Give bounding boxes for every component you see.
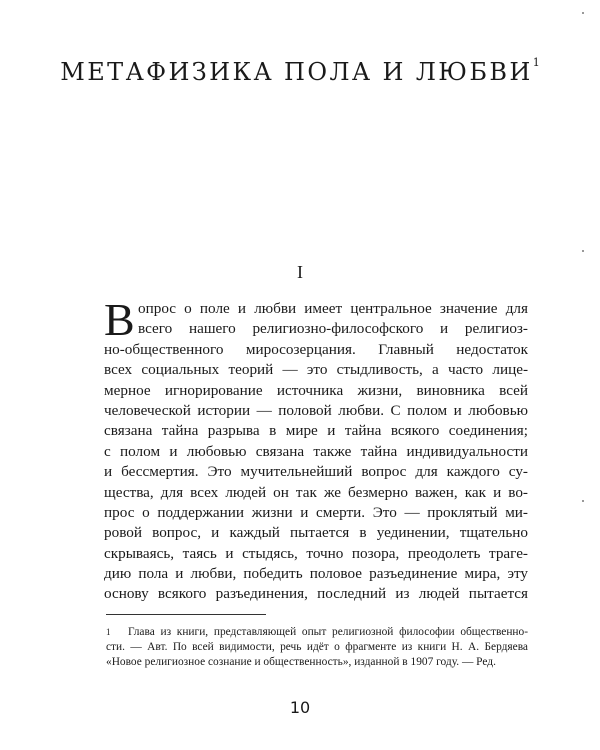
chapter-title-text: МЕТАФИЗИКА ПОЛА И ЛЮБВИ (60, 58, 533, 86)
body-line: и бессмертия. Это мучительнейший вопрос для каждого су- (104, 463, 528, 481)
body-line: ровой вопрос, и каждый пытается в уединении, тщательно (104, 524, 528, 542)
body-line: скрываясь, таясь и стыдясь, точно позора, преодолеть траге- (104, 544, 528, 562)
body-line: прос о поддержании жизни и смерти. Это — проклятый ми- (104, 503, 528, 521)
page-number: 10 (289, 698, 311, 717)
body-line: всего нашего религиозно-философского и религиоз- (138, 320, 528, 338)
margin-speck (582, 250, 584, 252)
margin-speck (582, 12, 584, 14)
section-number: I (297, 262, 303, 282)
body-line: человеческой истории — половой любви. С полом и любовью (104, 401, 528, 419)
body-line: основу всякого разъединения, последний из людей пытается (104, 585, 528, 603)
title-footnote-mark: 1 (532, 56, 540, 69)
body-line: связана тайна разрыва в мире и тайна всякого соединения; (104, 422, 528, 440)
margin-speck (582, 500, 584, 502)
body-line: мерное игнорирование источника жизни, виновника всей (104, 381, 528, 399)
body-line: дию пола и любви, победить половое разъединение мира, эту (104, 565, 528, 583)
footnote-mark: 1 (106, 627, 111, 637)
body-line: опрос о поле и любви имеет центральное значение для (138, 300, 528, 317)
body-line: с полом и любовью связана также тайна индивидуальности (104, 442, 528, 460)
footnote-line: «Новое религиозное сознание и общественность», изданной в 1907 году. — Ред. (106, 656, 496, 668)
body-line: всех социальных теорий — это стыдливость, а часто лице- (104, 361, 528, 379)
chapter-title (0, 58, 600, 86)
footnote-line: сти. — Авт. По всей видимости, речь идёт о фрагменте из книги Н. А. Бердяева (106, 641, 528, 653)
footnote-divider (106, 614, 266, 615)
footnote-line: Глава из книги, представляющей опыт религиозной философии общественно- (128, 626, 528, 638)
body-line: щества, для всех людей он так же безмерно важен, как и во- (104, 483, 528, 501)
body-paragraph (104, 294, 528, 605)
body-line: но-общественного миросозерцания. Главный недостаток (104, 340, 528, 358)
footnote (106, 625, 528, 670)
drop-cap-letter: В (104, 294, 135, 345)
